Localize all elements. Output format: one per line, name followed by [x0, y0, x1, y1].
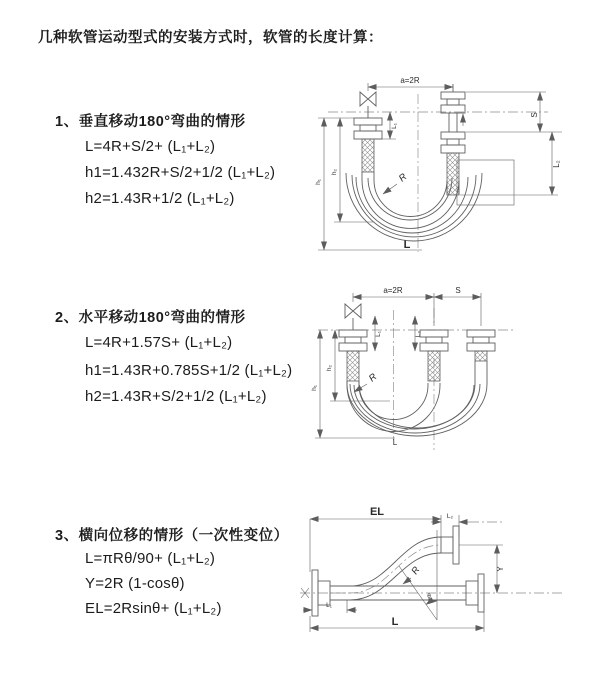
braided-hose-section — [428, 351, 440, 381]
dim-label-l1: L₁ — [326, 602, 332, 609]
length-label: L — [392, 438, 398, 447]
braided-hose-section — [475, 351, 487, 361]
left-pipe-assembly — [339, 304, 367, 381]
section1-heading: 1、垂直移动180°弯曲的情形 — [55, 114, 246, 130]
dim-label-l2: L₂ — [552, 160, 561, 168]
section1-formula-h1: h1=1.432R+S/2+1/2 (L₁+L₂) — [85, 164, 276, 181]
section3-formula-Y: Y=2R (1-cosθ) — [85, 575, 185, 592]
dim-label-l2: L₂ — [415, 330, 422, 338]
dim-label-width: a=2R — [383, 286, 403, 295]
radius-label: R — [366, 371, 380, 385]
dim-label-length: L — [391, 616, 399, 628]
hose-u-bend-arcs — [346, 172, 482, 241]
mounting-plate — [457, 160, 514, 205]
valve-icon — [360, 92, 376, 106]
braided-hose-section — [347, 351, 359, 381]
section2-formula-h1: h1=1.43R+0.785S+1/2 (L₁+L₂) — [85, 362, 293, 379]
braided-hose-section — [362, 139, 374, 172]
dim-label-h2: h₂ — [326, 364, 333, 372]
dimensions — [315, 76, 562, 251]
dim-label-width: a=2R — [400, 76, 420, 85]
diagram-vertical-180-bend — [310, 70, 590, 255]
section3-heading: 3、横向位移的情形（一次性变位） — [55, 528, 289, 544]
left-pipe-assembly — [354, 92, 382, 172]
dim-label-h1: h₁ — [315, 179, 322, 185]
section1-formula-L: L=4R+S/2+ (L₁+L₂) — [85, 138, 216, 155]
upper-flange — [441, 526, 459, 564]
centerlines — [300, 522, 563, 593]
dim-label-h2: h₂ — [331, 168, 338, 176]
dim-label-stroke: S — [530, 112, 539, 118]
middle-pipe-assembly — [420, 330, 448, 381]
section1-formula-h2: h2=1.43R+1/2 (L₁+L₂) — [85, 190, 235, 207]
curved-hose — [330, 537, 441, 600]
radius-label: R — [396, 171, 410, 185]
hose-u-bend-arcs — [347, 361, 487, 436]
page-title: 几种软管运动型式的安装方式时，软管的长度计算： — [38, 30, 383, 46]
diagram-horizontal-180-bend — [310, 280, 590, 465]
dim-label-y: Y — [496, 566, 505, 572]
dim-label-stroke: S — [455, 286, 461, 295]
section2-formula-h2: h2=1.43R+S/2+1/2 (L₁+L₂) — [85, 388, 267, 405]
section2-formula-L: L=4R+1.57S+ (L₁+L₂) — [85, 334, 233, 351]
dim-label-h1: h₁ — [311, 385, 318, 391]
radius-label: R — [409, 564, 423, 577]
dim-label-l1: L₁ — [391, 123, 398, 129]
dim-label-el: EL — [369, 506, 385, 518]
theta-label: θ — [427, 593, 431, 600]
diagram-lateral-displacement — [295, 500, 595, 655]
dim-label-l1: L₁ — [375, 331, 382, 337]
length-label: L — [403, 239, 411, 251]
section3-formula-EL: EL=2Rsinθ+ (L₁+L₂) — [85, 600, 222, 617]
valve-icon — [345, 304, 361, 318]
right-pipe-assembly — [467, 330, 495, 361]
section2-heading: 2、水平移动180°弯曲的情形 — [55, 310, 246, 326]
section3-formula-L: L=πRθ/90+ (L₁+L₂) — [85, 550, 216, 567]
right-pipe-assembly — [441, 84, 514, 205]
dim-label-l2: L₂ — [446, 513, 454, 520]
